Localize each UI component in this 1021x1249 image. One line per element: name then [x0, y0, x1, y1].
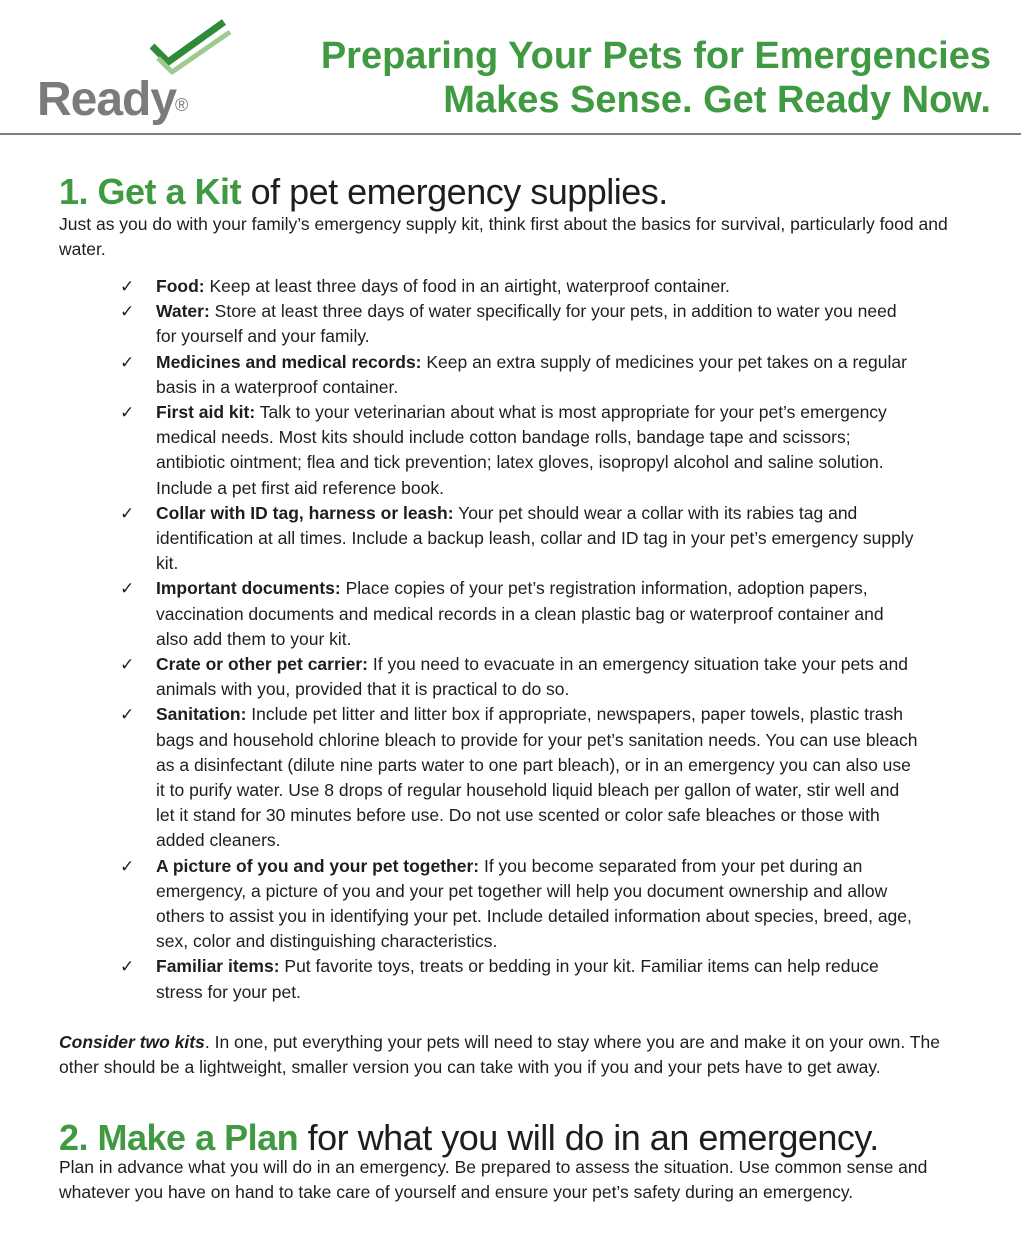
section-1-title-rest: of pet emergency supplies.	[241, 171, 668, 212]
checkmark-icon: ✓	[120, 655, 135, 675]
checklist-item-text: Store at least three days of water specifically for your pets, in addition to water you need for yourself and your family.	[156, 301, 897, 347]
headline-line-1: Preparing Your Pets for Emergencies	[320, 35, 991, 77]
checklist-item-text: Keep at least three days of food in an airtight, waterproof container.	[204, 276, 730, 296]
section-2-intro: Plan in advance what you will do in an emergency. Be prepared to assess the situation. Use common sense and whatever you have on hand to take care of yourself and ensure your pet’s safety during an emergency.	[59, 1157, 928, 1202]
checklist-item-label: Familiar items:	[156, 956, 280, 977]
section-1-intro: Just as you do with your family’s emergency supply kit, think first about the basics for survival, particularly food and water.	[59, 214, 948, 259]
registered-mark: ®	[175, 95, 189, 115]
checklist-item-text: Include pet litter and litter box if appropriate, newspapers, paper towels, plastic trash bags and household chlorine bleach to provide for your pet’s sanitation needs. You can use bleach as a disinfectant (dilute nine parts water to one part bleach), or in an emergency you can also use it to purify water. Use 8 drops of regular household liquid bleach per gallon of water, stir well and let it stand for 30 minutes before use. Do not use scented or color safe bleaches or those with added cleaners.	[156, 704, 918, 851]
checklist-item	[120, 400, 920, 501]
checklist-item-label: Crate or other pet carrier:	[156, 654, 369, 675]
checklist-item-text: If you need to evacuate in an emergency situation take your pets and animals with you, provided that it is practical to do so.	[156, 654, 908, 700]
checklist-item	[120, 299, 920, 349]
checklist-item	[120, 274, 920, 299]
checklist-item-text: Place copies of your pet’s registration information, adoption papers, vaccination documents and medical records in a clean plastic bag or waterproof container and also add them to your kit.	[156, 578, 884, 649]
headline-line-2: Makes Sense. Get Ready Now.	[443, 79, 991, 121]
section-1-title	[59, 172, 668, 212]
checklist-item	[120, 501, 920, 577]
checkmark-icon: ✓	[120, 957, 135, 977]
checkmark-icon: ✓	[120, 302, 135, 322]
checklist-item	[120, 954, 920, 1004]
checklist-item-text: Your pet should wear a collar with its rabies tag and identification at all times. Include a backup leash, collar and ID tag in your pet’s emergency supply kit.	[156, 502, 914, 574]
checklist-item-label: Important documents:	[156, 578, 341, 599]
checkmark-icon: ✓	[120, 503, 135, 523]
supply-checklist	[120, 274, 920, 1005]
checklist-item-text: Keep an extra supply of medicines your pet takes on a regular basis in a waterproof container.	[156, 351, 907, 397]
checklist-item-label: A picture of you and your pet together:	[156, 855, 480, 876]
checklist-item-label: Water:	[156, 301, 210, 322]
checkmark-icon: ✓	[120, 403, 135, 423]
checkmark-icon: ✓	[120, 705, 135, 725]
checklist-item	[120, 350, 920, 400]
checklist-item-label: Medicines and medical records:	[156, 351, 422, 372]
checkmark-icon: ✓	[120, 277, 135, 296]
checklist-item	[120, 576, 920, 652]
checklist-item	[120, 652, 920, 702]
checklist-item-text: If you become separated from your pet during an emergency, a picture of you and your pet together will help you document ownership and allow others to assist you in identifying your pet. Include detailed information about species, breed, age, sex, color and distinguishing characteristics.	[156, 855, 912, 952]
checkmark-icon: ✓	[120, 352, 135, 372]
section-2-title-rest: for what you will do in an emergency.	[298, 1117, 879, 1158]
checklist-item	[120, 854, 920, 955]
two-kits-note-lead: Consider two kits	[59, 1032, 205, 1052]
section-1-title-lead: 1. Get a Kit	[59, 171, 242, 212]
checklist-item-label: Sanitation:	[156, 704, 247, 725]
checkmark-icon: ✓	[120, 856, 135, 876]
checklist-item-text: Put favorite toys, treats or bedding in your kit. Familiar items can help reduce stress for your pet.	[156, 956, 879, 1002]
page-headline	[321, 34, 991, 122]
checklist-item-text: Talk to your veterinarian about what is most appropriate for your pet’s emergency medical needs. Most kits should include cotton bandage rolls, bandage tape and scissors; antibiotic ointment; flea and tick prevention; latex gloves, isopropyl alcohol and saline solution. Include a pet first aid reference book.	[156, 402, 887, 498]
checklist-item-label: Collar with ID tag, harness or leash:	[156, 502, 454, 523]
checkmark-logo-icon	[144, 18, 234, 78]
section-2-title-lead: 2. Make a Plan	[59, 1117, 299, 1158]
checkmark-icon: ✓	[120, 579, 135, 599]
ready-logo	[34, 18, 234, 128]
logo-wordmark: Ready	[37, 73, 177, 126]
checklist-item	[120, 702, 920, 853]
two-kits-note	[59, 1030, 959, 1080]
checklist-item-label: Food:	[156, 276, 205, 296]
two-kits-note-text: . In one, put everything your pets will need to stay where you are and make it on your own. The other should be a lightweight, smaller version you can take with you if you and your pets have to get away.	[59, 1032, 940, 1077]
checklist-item-label: First aid kit:	[156, 402, 256, 423]
section-2-title	[59, 1118, 879, 1158]
page-header	[0, 0, 1021, 135]
